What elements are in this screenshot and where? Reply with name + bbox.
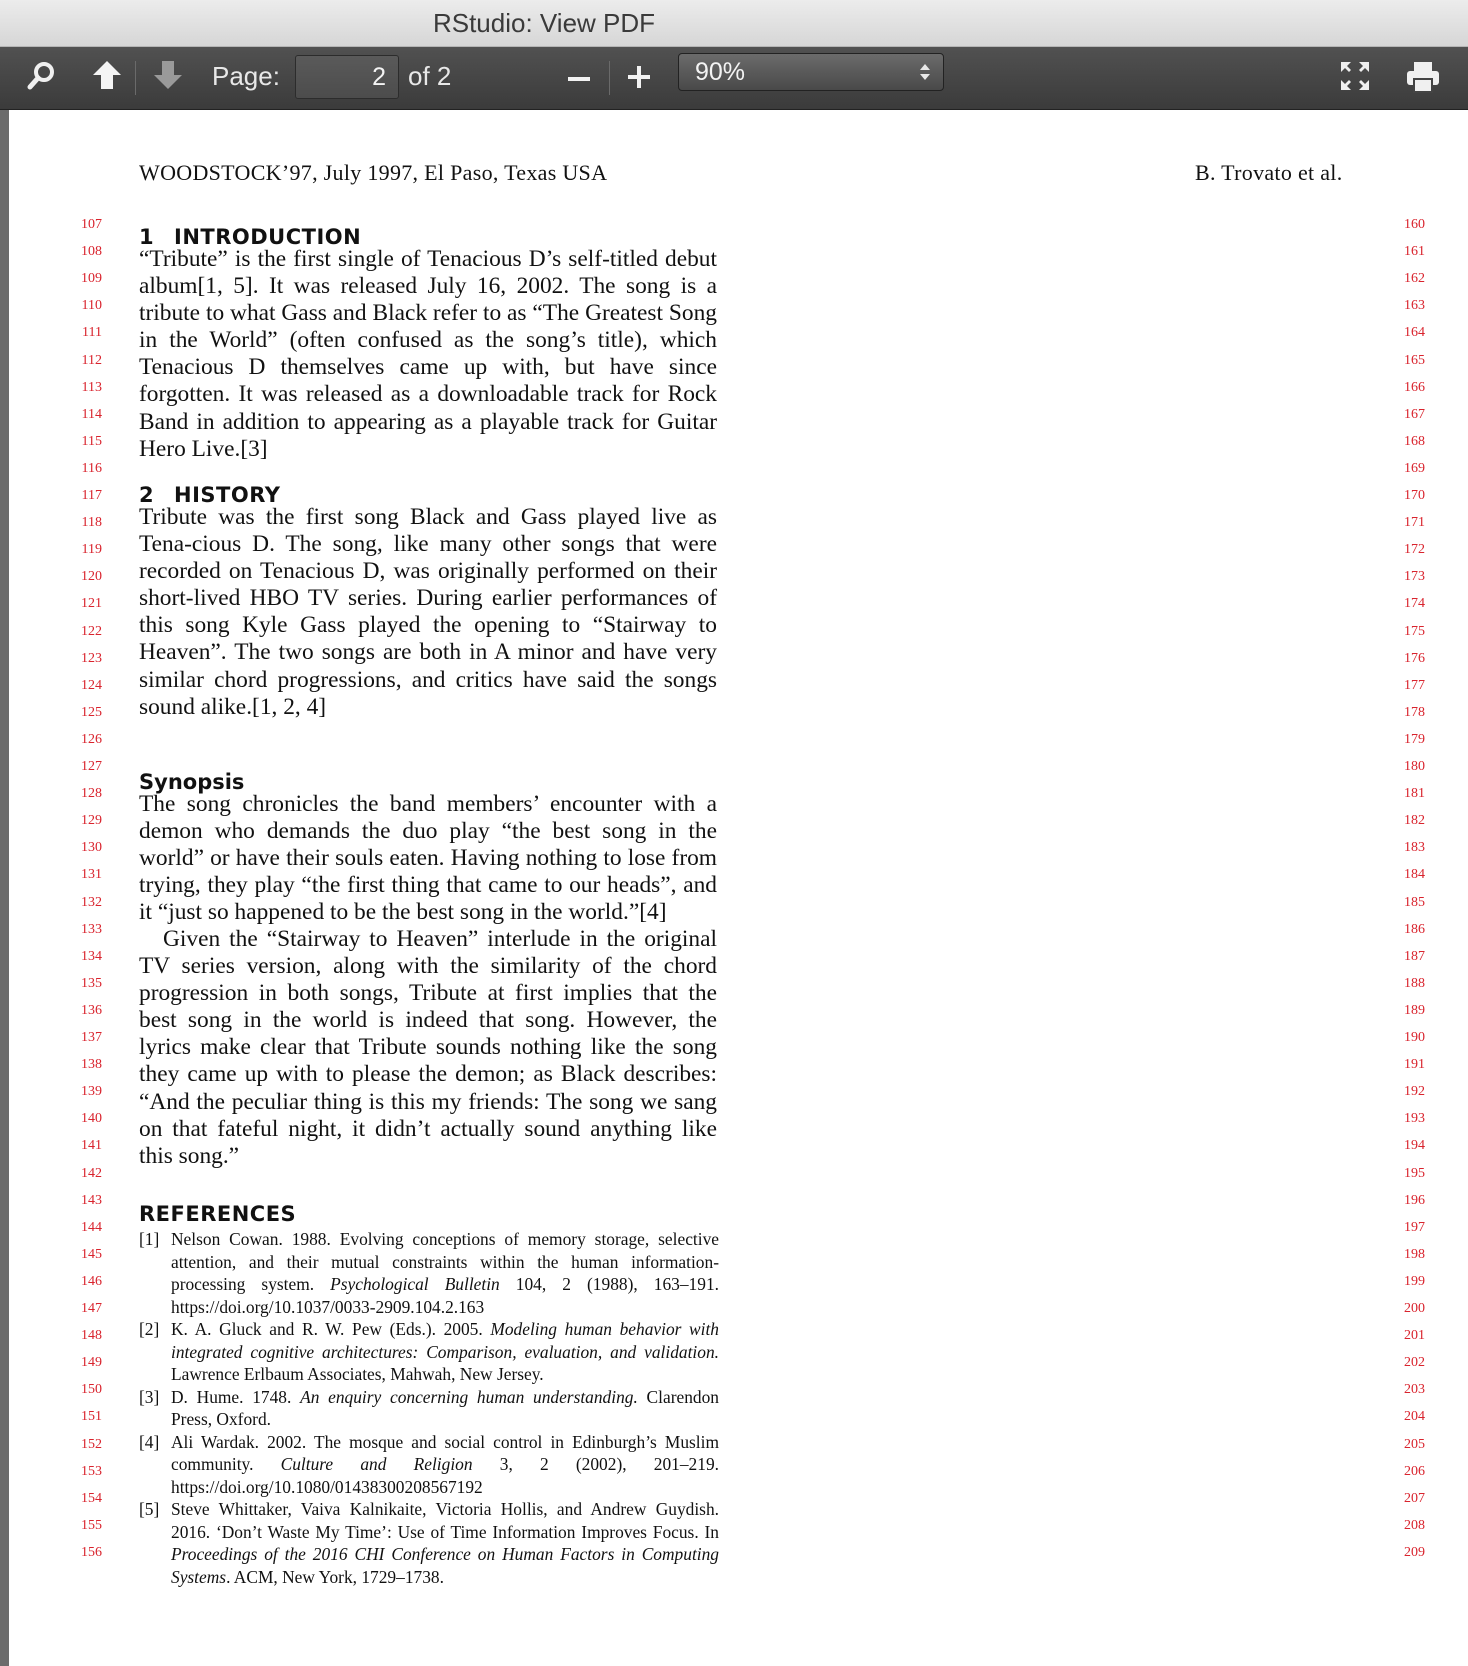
line-number-left: 129: [81, 813, 102, 829]
references-heading: REFERENCES: [139, 1202, 297, 1226]
line-number-left: 147: [81, 1301, 102, 1316]
line-number-left: 156: [81, 1544, 102, 1560]
section-number: 1: [139, 225, 155, 249]
line-number-right: 206: [1404, 1463, 1425, 1479]
page-count-label: of 2: [408, 61, 452, 91]
line-number-right: 209: [1404, 1544, 1425, 1560]
line-number-left: 130: [81, 840, 102, 856]
line-number-left: 155: [81, 1517, 102, 1533]
line-number-right: 208: [1404, 1517, 1425, 1533]
line-number-left: 121: [81, 596, 102, 612]
search-icon[interactable]: [26, 61, 56, 91]
zoom-select[interactable]: [678, 53, 944, 91]
pdf-page: [9, 110, 1468, 1666]
line-number-right: 207: [1404, 1490, 1425, 1506]
section-title: HISTORY: [174, 483, 281, 507]
line-number-right: 196: [1404, 1192, 1425, 1208]
line-number-right: 198: [1404, 1246, 1425, 1262]
line-number-left: 120: [81, 569, 102, 585]
line-number-right: 163: [1404, 298, 1425, 314]
line-number-right: 182: [1404, 813, 1425, 829]
toolbar-separator: [609, 61, 610, 95]
pdf-toolbar: [0, 47, 1468, 110]
line-number-right: 200: [1404, 1301, 1425, 1316]
toolbar-separator: [135, 61, 136, 95]
line-number-right: 176: [1404, 650, 1425, 666]
line-number-right: 192: [1404, 1084, 1425, 1100]
section-title: INTRODUCTION: [174, 225, 362, 249]
window-title: RStudio: View PDF: [432, 8, 656, 38]
reference-item: [2] K. A. Gluck and R. W. Pew (Eds.). 2005. Modeling human behavior with integrated cognitive architectures: Comparison, evaluation, and validation. Lawrence Erlbaum Associates, Mahwah, New Jersey.: [139, 1319, 719, 1384]
line-number-right: 190: [1404, 1030, 1425, 1045]
line-number-left: 125: [81, 704, 102, 720]
line-number-left: 122: [81, 623, 102, 639]
line-number-right: 204: [1404, 1409, 1425, 1425]
page-number-input[interactable]: [295, 55, 399, 99]
line-number-left: 152: [81, 1436, 102, 1452]
reference-item: [1] Nelson Cowan. 1988. Evolving conceptions of memory storage, selective attention, and their mutual constraints within the human information-processing system. Psychological Bulletin 104, 2 (1988), 163–191. https://doi.org/10.1037/0033-2909.104.2.163: [139, 1229, 719, 1317]
line-number-right: 195: [1404, 1165, 1425, 1181]
arrow-down-icon[interactable]: [153, 59, 183, 91]
line-number-right: 171: [1404, 515, 1425, 531]
history-paragraph: Tribute was the first song Black and Gass played live as Tena-cious D. The song, like many other songs that were recorded on Tenacious D, was originally performed on their short-lived HBO TV series. During earlier performances of this song Kyle Gass played the opening to “Stairway to Heaven”. The two songs are both in A minor and have very similar chord progressions, and critics have said the songs sound alike.[1, 2, 4]: [139, 504, 717, 720]
reference-item: [4] Ali Wardak. 2002. The mosque and social control in Edinburgh’s Muslim community. Culture and Religion 3, 2 (2002), 201–219. https://doi.org/10.1080/01438300208567192: [139, 1431, 719, 1497]
line-number-right: 191: [1404, 1057, 1425, 1073]
line-number-right: 173: [1404, 569, 1425, 585]
line-number-left: 135: [81, 975, 102, 991]
line-number-left: 132: [81, 894, 102, 910]
line-number-left: 136: [81, 1002, 102, 1018]
line-number-right: 180: [1404, 759, 1425, 774]
plus-icon[interactable]: [627, 65, 651, 89]
line-number-left: 112: [81, 352, 102, 368]
line-number-right: 161: [1404, 244, 1425, 260]
line-number-right: 202: [1404, 1355, 1425, 1371]
line-number-left: 126: [81, 731, 102, 747]
line-number-left: 145: [81, 1246, 102, 1262]
line-number-right: 205: [1404, 1436, 1425, 1452]
minus-icon[interactable]: [567, 69, 591, 89]
line-number-left: 153: [81, 1463, 102, 1479]
arrow-up-icon[interactable]: [92, 59, 122, 91]
running-head-left: WOODSTOCK’97, July 1997, El Paso, Texas USA: [139, 160, 608, 185]
line-number-left: 108: [81, 244, 102, 260]
fullscreen-icon[interactable]: [1339, 60, 1371, 92]
select-arrows-icon: [919, 62, 931, 86]
line-number-left: 142: [81, 1165, 102, 1181]
line-number-right: 186: [1404, 921, 1425, 937]
line-number-right: 169: [1404, 460, 1425, 476]
line-number-right: 189: [1404, 1002, 1425, 1018]
references-list: [139, 1228, 719, 1588]
line-number-left: 139: [81, 1084, 102, 1100]
line-number-left: 154: [81, 1490, 102, 1506]
section-number: 2: [139, 483, 155, 507]
line-number-right: 160: [1404, 217, 1425, 232]
line-number-left: 149: [81, 1355, 102, 1371]
line-number-right: 170: [1404, 488, 1425, 503]
line-number-right: 203: [1404, 1382, 1425, 1398]
line-number-right: 165: [1404, 352, 1425, 368]
line-number-right: 184: [1404, 867, 1425, 883]
line-number-left: 141: [81, 1138, 102, 1154]
line-number-right: 187: [1404, 948, 1425, 964]
running-head-right: B. Trovato et al.: [1195, 160, 1343, 185]
reference-item: [3] D. Hume. 1748. An enquiry concerning human understanding. Clarendon Press, Oxford.: [139, 1386, 719, 1429]
line-number-left: 128: [81, 786, 102, 802]
line-number-right: 201: [1404, 1328, 1425, 1344]
line-number-left: 133: [81, 921, 102, 937]
line-number-right: 181: [1404, 786, 1425, 802]
line-number-right: 179: [1404, 731, 1425, 747]
line-number-left: 107: [81, 217, 102, 232]
line-number-right: 199: [1404, 1273, 1425, 1289]
line-number-right: 185: [1404, 894, 1425, 910]
line-number-right: 197: [1404, 1219, 1425, 1235]
line-number-left: 138: [81, 1057, 102, 1073]
line-number-right: 162: [1404, 271, 1425, 287]
synopsis-paragraph: Given the “Stairway to Heaven” interlude in the original TV series version, along with the similarity of the chord progression in both songs, Tribute at first implies that the best song in the world is indeed that song. However, the lyrics make clear that Tribute sounds nothing like the song they came up with to please the demon; as Black describes: “And the peculiar thing is this my friends: The song we sang on that fateful night, it didn’t actually sound anything like this song.”: [139, 926, 717, 1169]
page-label: Page:: [212, 61, 280, 91]
line-number-left: 131: [81, 867, 102, 883]
line-number-left: 113: [81, 379, 102, 395]
line-number-right: 178: [1404, 704, 1425, 720]
subsection-heading: Synopsis: [139, 770, 245, 794]
line-number-right: 168: [1404, 433, 1425, 449]
line-number-left: 114: [81, 406, 102, 422]
line-number-right: 164: [1404, 325, 1425, 341]
line-number-right: 194: [1404, 1138, 1425, 1154]
printer-icon[interactable]: [1405, 60, 1441, 94]
line-number-left: 140: [81, 1111, 102, 1127]
line-number-left: 150: [81, 1382, 102, 1398]
line-number-left: 137: [81, 1030, 102, 1045]
line-number-right: 175: [1404, 623, 1425, 639]
line-number-right: 183: [1404, 840, 1425, 856]
reference-item: [5] Steve Whittaker, Vaiva Kalnikaite, Victoria Hollis, and Andrew Guydish. 2016. ‘Don’t Waste My Time’: Use of Time Information Improves Focus. In Proceedings of the 2016 CHI Conference on Human Factors in Computing Systems. ACM, New York, 1729–1738.: [139, 1499, 719, 1587]
line-number-left: 110: [81, 298, 102, 314]
line-number-left: 111: [82, 325, 102, 341]
line-number-right: 167: [1404, 406, 1425, 422]
synopsis-paragraph: The song chronicles the band members’ encounter with a demon who demands the duo play “the best song in the world” or have their souls eaten. Having nothing to lose from trying, they play “the first thing that came to our heads”, and it “just so happened to be the best song in the world.”[4]: [139, 791, 717, 926]
viewer-gutter: [0, 110, 9, 1666]
line-number-right: 172: [1404, 542, 1425, 558]
window-titlebar: [0, 0, 1468, 47]
line-number-left: 118: [81, 515, 102, 531]
line-number-left: 116: [81, 460, 102, 476]
line-number-left: 124: [81, 677, 102, 693]
line-number-left: 123: [81, 650, 102, 666]
line-number-left: 134: [81, 948, 102, 964]
line-number-left: 115: [81, 433, 102, 449]
line-number-right: 174: [1404, 596, 1425, 612]
line-number-left: 148: [81, 1328, 102, 1344]
line-number-left: 119: [81, 542, 102, 558]
line-number-left: 144: [81, 1219, 102, 1235]
line-number-left: 151: [81, 1409, 102, 1425]
line-number-right: 193: [1404, 1111, 1425, 1127]
line-number-right: 177: [1404, 677, 1425, 693]
line-number-left: 143: [81, 1192, 102, 1208]
zoom-value: 90%: [695, 58, 746, 86]
line-number-left: 117: [81, 488, 102, 503]
line-number-right: 166: [1404, 379, 1425, 395]
intro-paragraph: “Tribute” is the first single of Tenacious D’s self-titled debut album[1, 5]. It was released July 16, 2002. The song is a tribute to what Gass and Black refer to as “The Greatest Song in the World” (often confused as the song’s title), which Tenacious D themselves came up with, but have since forgotten. It was released as a downloadable track for Rock Band in addition to appearing as a playable track for Guitar Hero Live.[3]: [139, 246, 717, 462]
line-number-left: 127: [81, 759, 102, 774]
line-number-left: 146: [81, 1273, 102, 1289]
line-number-left: 109: [81, 271, 102, 287]
line-number-right: 188: [1404, 975, 1425, 991]
